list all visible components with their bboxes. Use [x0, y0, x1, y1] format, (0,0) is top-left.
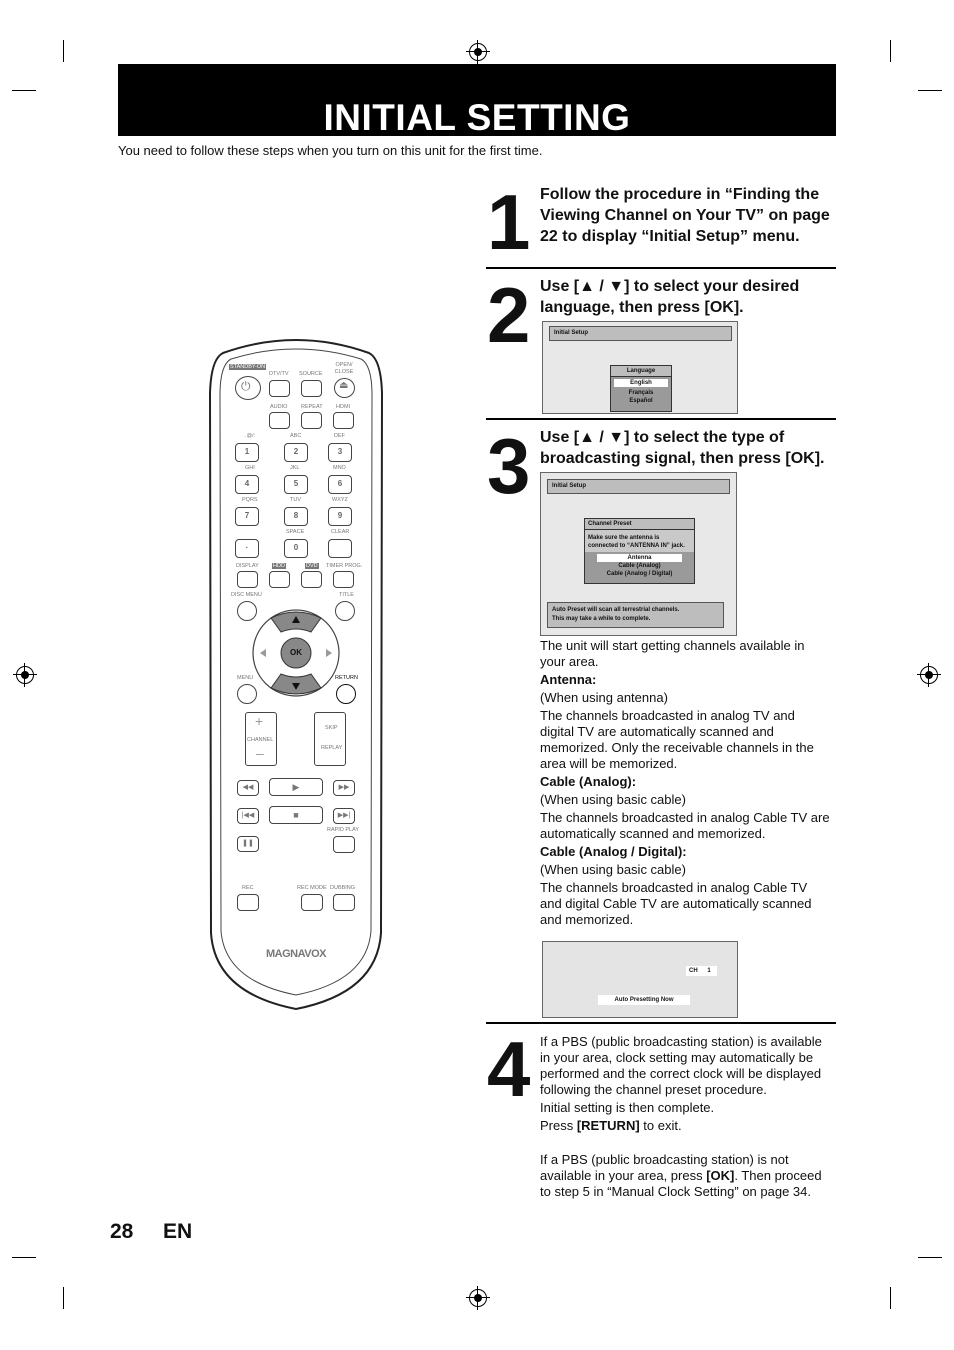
source-label: SOURCE — [299, 371, 323, 377]
digit-5-button[interactable] — [284, 475, 308, 494]
return-label: RETURN — [335, 675, 358, 681]
crop-mark — [918, 90, 942, 91]
audio-button[interactable] — [269, 412, 290, 429]
digit-label: 4 — [244, 479, 250, 488]
paragraph: If a PBS (public broadcasting station) is available in your area, clock setting may automatically be performed and the correct clock will be displayed following the channel preset procedure. — [540, 1034, 822, 1097]
paragraph: The channels broadcasted in analog Cable TV are automatically scanned and memorized. — [540, 810, 830, 841]
rapid-play-label: RAPID PLAY — [327, 827, 359, 833]
source-button[interactable] — [301, 380, 322, 397]
ch-value: 1 — [707, 968, 711, 974]
paragraph: (When using basic cable) — [540, 792, 686, 807]
registration-mark-icon — [16, 666, 34, 684]
step-number: 1 — [487, 178, 528, 266]
menu-title: Language — [611, 366, 671, 377]
plus-icon: + — [255, 713, 264, 729]
wxyz-label: WXYZ — [332, 497, 348, 503]
timer-label: TIMER PROG. — [326, 563, 363, 569]
osd-screen-auto-preset — [542, 941, 738, 1018]
crop-mark — [890, 40, 891, 62]
osd-note: This may take a while to complete. — [552, 616, 651, 622]
digit-label: 5 — [293, 479, 299, 488]
fast-forward-button[interactable] — [333, 780, 355, 796]
digit-9-button[interactable] — [328, 507, 352, 526]
registration-mark-icon — [920, 666, 938, 684]
menu-option[interactable]: Español — [629, 398, 653, 404]
dtv-label: DTV/TV — [269, 371, 289, 377]
channel-label: CHANNEL — [247, 737, 274, 743]
dvd-label: DVD — [306, 563, 318, 569]
step-number: 4 — [487, 1025, 528, 1113]
menu-title: Channel Preset — [585, 519, 694, 530]
display-label: DISPLAY — [236, 563, 259, 569]
skip-back-icon: |◀◀ — [241, 812, 255, 819]
rec-mode-button[interactable] — [301, 894, 323, 911]
crop-mark — [63, 1287, 64, 1309]
channel-preset-menu — [584, 518, 695, 584]
repeat-button[interactable] — [301, 412, 322, 429]
abc-label: ABC — [290, 433, 302, 439]
osd-screen-channel-preset — [540, 472, 737, 636]
preset-status: Auto Presetting Now — [598, 995, 690, 1005]
paragraph: The channels broadcasted in analog Cable TV and digital Cable TV are automatically scanned and memorized. — [540, 880, 812, 927]
audio-label: AUDIO — [270, 404, 288, 410]
play-button[interactable] — [269, 778, 323, 796]
pqrs-label: PQRS — [242, 497, 258, 503]
timer-prog-button[interactable] — [333, 571, 354, 588]
jkl-label: JKL — [290, 465, 300, 471]
step-number: 3 — [487, 422, 528, 510]
paragraph: The channels broadcasted in analog TV and digital TV are automatically scanned and memorized. Only the receivable channels in the area will be memorized. — [540, 708, 814, 771]
option-label: Antenna: — [540, 672, 597, 687]
rewind-button[interactable] — [237, 780, 259, 796]
page-number: 28 — [110, 1220, 134, 1243]
dubbing-button[interactable] — [333, 894, 355, 911]
paragraph: Initial setting is then complete. — [540, 1100, 715, 1115]
title-label: TITLE — [339, 592, 354, 598]
rec-label: REC — [242, 885, 254, 891]
skip-back-button[interactable] — [237, 808, 259, 824]
divider — [486, 418, 836, 420]
digit-label: 1 — [244, 447, 250, 456]
key-label: [RETURN] — [576, 1118, 640, 1133]
digit-label: 3 — [337, 447, 343, 456]
space-label: SPACE — [286, 529, 305, 535]
dubbing-label: DUBBING — [330, 885, 356, 891]
paragraph: (When using basic cable) — [540, 862, 686, 877]
text: Press — [540, 1118, 577, 1133]
digit-6-button[interactable] — [328, 475, 352, 494]
page-title: INITIAL SETTING — [323, 97, 631, 138]
digit-label: 8 — [293, 511, 299, 520]
menu-option[interactable]: Cable (Analog) — [618, 563, 661, 569]
digit-label: · — [245, 543, 249, 552]
remote-control — [209, 333, 383, 1011]
stop-icon: ■ — [293, 810, 299, 820]
digit-label: 6 — [337, 479, 343, 488]
digit-label: 2 — [293, 447, 299, 456]
disc-menu-label: DISC MENU — [231, 592, 262, 598]
menu-option[interactable]: Cable (Analog / Digital) — [606, 571, 673, 577]
step-heading: Follow the procedure in “Finding the Viewing Channel on Your TV” on page 22 to display “Initial Setup” menu. — [540, 186, 830, 245]
power-icon: ⏻ — [241, 379, 251, 393]
paragraph — [540, 1152, 832, 1200]
osd-title-bar: Initial Setup — [549, 326, 732, 341]
menu-label: MENU — [237, 675, 254, 681]
mno-label: MNO — [333, 465, 346, 471]
digit-4-button[interactable] — [235, 475, 259, 494]
ch-label: CH — [689, 968, 698, 974]
registration-mark-icon — [469, 43, 487, 61]
language-code: EN — [163, 1220, 193, 1243]
rec-mode-label: REC MODE — [297, 885, 327, 891]
standby-button[interactable] — [235, 376, 261, 400]
crop-mark — [63, 40, 64, 62]
menu-message: connected to “ANTENNA IN” jack. — [585, 542, 694, 552]
digit-2-button[interactable] — [284, 443, 308, 462]
menu-button[interactable] — [237, 684, 257, 704]
menu-option-selected[interactable]: Antenna — [597, 554, 682, 562]
menu-message: Make sure the antenna is — [585, 530, 694, 542]
digit-3-button[interactable] — [328, 443, 352, 462]
digit-label: 0 — [293, 543, 299, 552]
crop-mark — [12, 90, 36, 91]
skip-forward-button[interactable] — [333, 808, 355, 824]
text: . Then proceed to step 5 in “Manual Clock Setting” on page 34. — [540, 1168, 822, 1199]
open-close-label: OPEN/ CLOSE — [334, 362, 354, 375]
tuv-label: TUV — [290, 497, 301, 503]
step-heading: Use [▲ / ▼] to select your desired language, then press [OK]. — [540, 278, 800, 316]
divider — [486, 267, 836, 269]
osd-title-bar: Initial Setup — [547, 479, 730, 494]
divider — [486, 1022, 836, 1024]
channel-readout — [686, 966, 717, 976]
replay-label: REPLAY — [321, 745, 343, 751]
pause-icon: ❚❚ — [242, 840, 254, 847]
menu-option-selected[interactable]: English — [614, 379, 668, 387]
osd-screen-language — [542, 321, 738, 414]
digit-8-button[interactable] — [284, 507, 308, 526]
paragraph: The unit will start getting channels available in your area. — [540, 638, 805, 669]
standby-label: STANDBY-ON — [230, 364, 266, 370]
dtv-tv-button[interactable] — [269, 380, 290, 397]
text: to exit. — [639, 1118, 682, 1133]
pause-button[interactable] — [237, 836, 259, 852]
hdd-button[interactable] — [269, 571, 290, 588]
digit-label: 9 — [337, 511, 343, 520]
brand-logo: MAGNAVOX — [266, 948, 326, 960]
step-heading: Use [▲ / ▼] to select the type of broadcasting signal, then press [OK]. — [540, 429, 825, 467]
language-menu — [610, 365, 672, 412]
subheading — [540, 844, 832, 860]
hdmi-button[interactable] — [333, 412, 354, 429]
skip-forward-icon: ▶▶| — [337, 812, 351, 819]
text: If a PBS (public broadcasting station) is not available in your area, press — [540, 1152, 789, 1183]
osd-note: Auto Preset will scan all terrestrial channels. — [552, 607, 680, 613]
menu-option[interactable]: Français — [628, 390, 654, 396]
rewind-icon: ◀◀ — [242, 784, 254, 791]
digit-label: 7 — [244, 511, 250, 520]
skip-label: SKIP — [325, 725, 338, 731]
option-label: Cable (Analog / Digital): — [540, 844, 687, 859]
clear-button[interactable] — [328, 539, 352, 558]
display-button[interactable] — [237, 571, 258, 588]
rec-button[interactable] — [237, 894, 259, 911]
rapid-play-button[interactable] — [333, 836, 355, 853]
crop-mark — [890, 1287, 891, 1309]
key-label: [OK] — [706, 1168, 735, 1183]
hdd-label: HDD — [273, 563, 285, 569]
stop-button[interactable] — [269, 806, 323, 824]
subheading — [540, 774, 832, 790]
step3-body — [540, 638, 832, 930]
skip-replay-rocker[interactable] — [314, 712, 346, 766]
step-number: 2 — [487, 271, 528, 359]
ghi-label: GHI — [245, 465, 255, 471]
eject-icon: ⏏ — [339, 380, 349, 391]
play-icon: ▶ — [292, 782, 300, 792]
digit-label: .@/: — [245, 433, 256, 439]
fast-forward-icon: ▶▶ — [338, 784, 350, 791]
intro-text: You need to follow these steps when you turn on this unit for the first time. — [118, 143, 543, 158]
ok-button-label[interactable]: OK — [290, 648, 302, 657]
digit-1-button[interactable] — [235, 443, 259, 462]
step4-body — [540, 1034, 832, 1202]
page-title-bar — [118, 64, 836, 136]
option-label: Cable (Analog): — [540, 774, 637, 789]
crop-mark — [918, 1257, 942, 1258]
crop-mark — [12, 1257, 36, 1258]
subheading — [540, 672, 832, 688]
minus-icon: – — [256, 745, 264, 761]
def-label: DEF — [334, 433, 345, 439]
digit-7-button[interactable] — [235, 507, 259, 526]
clear-label: CLEAR — [331, 529, 350, 535]
hdmi-label: HDMI — [336, 404, 351, 410]
channel-rocker[interactable] — [245, 712, 277, 766]
paragraph: (When using antenna) — [540, 690, 668, 705]
paragraph — [540, 1118, 832, 1134]
open-close-button[interactable] — [334, 378, 355, 398]
return-button[interactable] — [336, 684, 356, 704]
repeat-label: REPEAT — [301, 404, 323, 410]
dvd-button[interactable] — [301, 571, 322, 588]
registration-mark-icon — [469, 1289, 487, 1307]
osd-note-box — [547, 602, 724, 628]
dot-button[interactable] — [235, 539, 259, 558]
digit-0-button[interactable] — [284, 539, 308, 558]
